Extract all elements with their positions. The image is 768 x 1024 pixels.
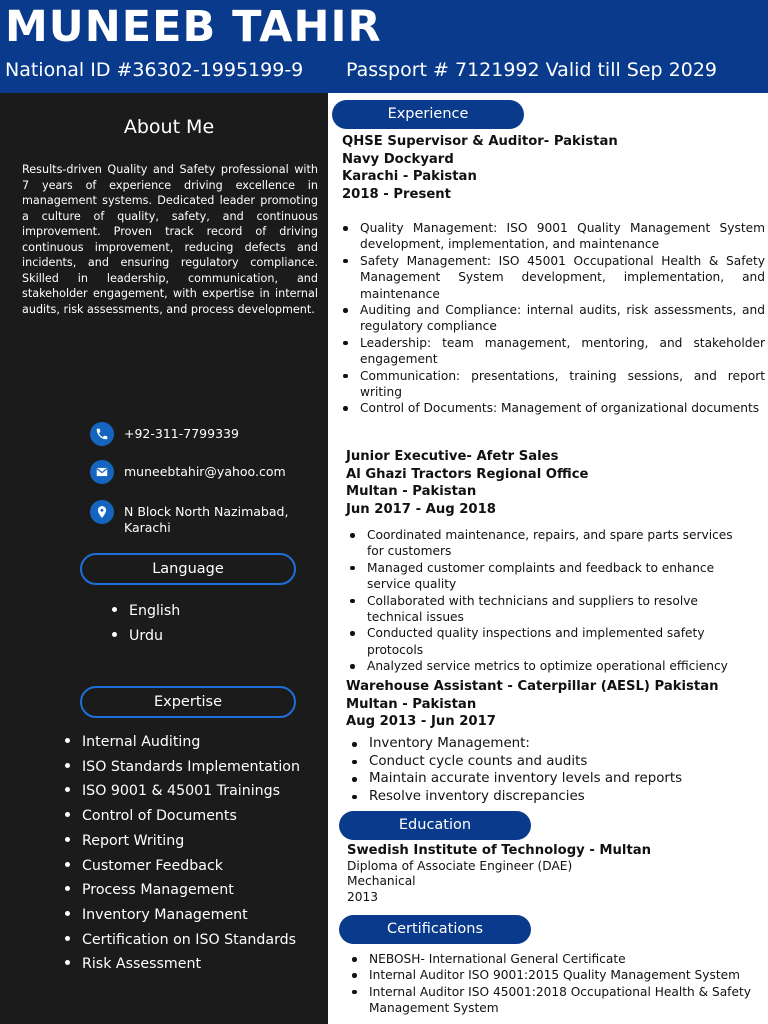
- job-title: Junior Executive- Afetr Sales: [346, 449, 559, 464]
- national-id: National ID #36302-1995199-9: [5, 59, 304, 81]
- school-name: Swedish Institute of Technology - Multan: [347, 843, 652, 858]
- list-item: Managed customer complaints and feedback to enhance service quality: [349, 560, 733, 593]
- contact-phone: [90, 422, 239, 446]
- location-pin-icon: [90, 500, 114, 524]
- list-item: Customer Feedback: [65, 854, 300, 879]
- expertise-list: [65, 730, 300, 977]
- job-3-header: [346, 678, 719, 731]
- list-item: Conducted quality inspections and implemented safety protocols: [349, 625, 733, 658]
- year: 2013: [347, 889, 379, 904]
- job-2-bullets: [349, 527, 733, 675]
- list-item: ISO 9001 & 45001 Trainings: [65, 779, 300, 804]
- field: Mechanical: [347, 874, 416, 888]
- email-icon: [90, 460, 114, 484]
- list-item: Inventory Management:: [351, 735, 731, 753]
- list-item: English: [112, 599, 180, 624]
- address-line-1: N Block North Nazimabad,: [124, 504, 289, 519]
- about-title: About Me: [123, 116, 215, 138]
- list-item: Safety Management: ISO 45001 Occupational Health & Safety Management System development, implementation, and maintenance: [342, 253, 765, 302]
- list-item: Urdu: [112, 624, 180, 649]
- education-entry: [347, 843, 651, 905]
- list-item: NEBOSH- International General Certificate: [351, 951, 751, 967]
- address-line-2: Karachi: [124, 520, 171, 535]
- sidebar: [0, 93, 328, 1024]
- list-item: Internal Auditing: [65, 730, 300, 755]
- candidate-name: MUNEEB TAHIR: [5, 2, 382, 52]
- list-item: Conduct cycle counts and audits: [351, 753, 731, 771]
- email-address[interactable]: muneebtahir@yahoo.com: [124, 464, 286, 479]
- list-item: Internal Auditor ISO 45001:2018 Occupational Health & Safety Management System: [351, 984, 751, 1017]
- list-item: Process Management: [65, 878, 300, 903]
- job-1-header: [342, 133, 618, 203]
- job-location: Karachi - Pakistan: [342, 169, 477, 184]
- list-item: Inventory Management: [65, 903, 300, 928]
- list-item: Collaborated with technicians and suppliers to resolve technical issues: [349, 593, 733, 626]
- list-item: Report Writing: [65, 829, 300, 854]
- list-item: Auditing and Compliance: internal audits, risk assessments, and regulatory compliance: [342, 302, 765, 335]
- list-item: Quality Management: ISO 9001 Quality Management System development, implementation, and maintenance: [342, 220, 765, 253]
- list-item: Leadership: team management, mentoring, and stakeholder engagement: [342, 335, 765, 368]
- language-list: [112, 599, 180, 649]
- certifications-heading: Certifications: [339, 915, 531, 944]
- job-location: Multan - Pakistan: [346, 484, 477, 499]
- header-bar: [0, 0, 768, 93]
- job-location: Multan - Pakistan: [346, 696, 477, 712]
- contact-address: [90, 500, 288, 536]
- job-3-bullets: [351, 735, 731, 805]
- list-item: ISO Standards Implementation: [65, 755, 300, 780]
- address: [124, 500, 288, 536]
- job-title: Warehouse Assistant - Caterpillar (AESL) Pakistan: [346, 679, 719, 694]
- job-company: Navy Dockyard: [342, 151, 454, 167]
- list-item: Control of Documents: Management of organizational documents: [342, 400, 765, 416]
- list-item: Analyzed service metrics to optimize operational efficiency: [349, 658, 733, 674]
- phone-icon: [90, 422, 114, 446]
- passport-info: Passport # 7121992 Valid till Sep 2029: [346, 59, 718, 81]
- job-2-header: [346, 448, 589, 518]
- job-title: QHSE Supervisor & Auditor- Pakistan: [342, 134, 618, 149]
- contact-email: [90, 460, 286, 484]
- job-company: Al Ghazi Tractors Regional Office: [346, 466, 589, 482]
- education-heading: Education: [339, 811, 531, 840]
- expertise-heading: Expertise: [80, 686, 296, 718]
- list-item: Control of Documents: [65, 804, 300, 829]
- list-item: Communication: presentations, training sessions, and report writing: [342, 368, 765, 401]
- job-1-bullets: [342, 220, 765, 417]
- certifications-list: [351, 951, 751, 1017]
- job-dates: Jun 2017 - Aug 2018: [346, 501, 496, 517]
- experience-heading: Experience: [332, 100, 524, 129]
- degree: Diploma of Associate Engineer (DAE): [347, 858, 573, 873]
- list-item: Coordinated maintenance, repairs, and spare parts services for customers: [349, 527, 733, 560]
- list-item: Certification on ISO Standards: [65, 928, 300, 953]
- list-item: Risk Assessment: [65, 952, 300, 977]
- list-item: Maintain accurate inventory levels and reports: [351, 770, 731, 788]
- language-heading: Language: [80, 553, 296, 585]
- job-dates: Aug 2013 - Jun 2017: [346, 714, 496, 729]
- list-item: Internal Auditor ISO 9001:2015 Quality Management System: [351, 967, 751, 983]
- about-text: Results-driven Quality and Safety professional with 7 years of experience driving excellence in management systems. Dedicated leader promoting a culture of quality, safety, and continuous improvement. Proven track record of driving continuous improvement, reducing defects and incidents, and ensuring regulatory compliance. Skilled in leadership, communication, and stakeholder engagement, with expertise in internal audits, risk assessments, and process development.: [22, 163, 318, 316]
- job-dates: 2018 - Present: [342, 186, 451, 202]
- phone-number[interactable]: +92-311-7799339: [124, 426, 239, 441]
- list-item: Resolve inventory discrepancies: [351, 788, 731, 806]
